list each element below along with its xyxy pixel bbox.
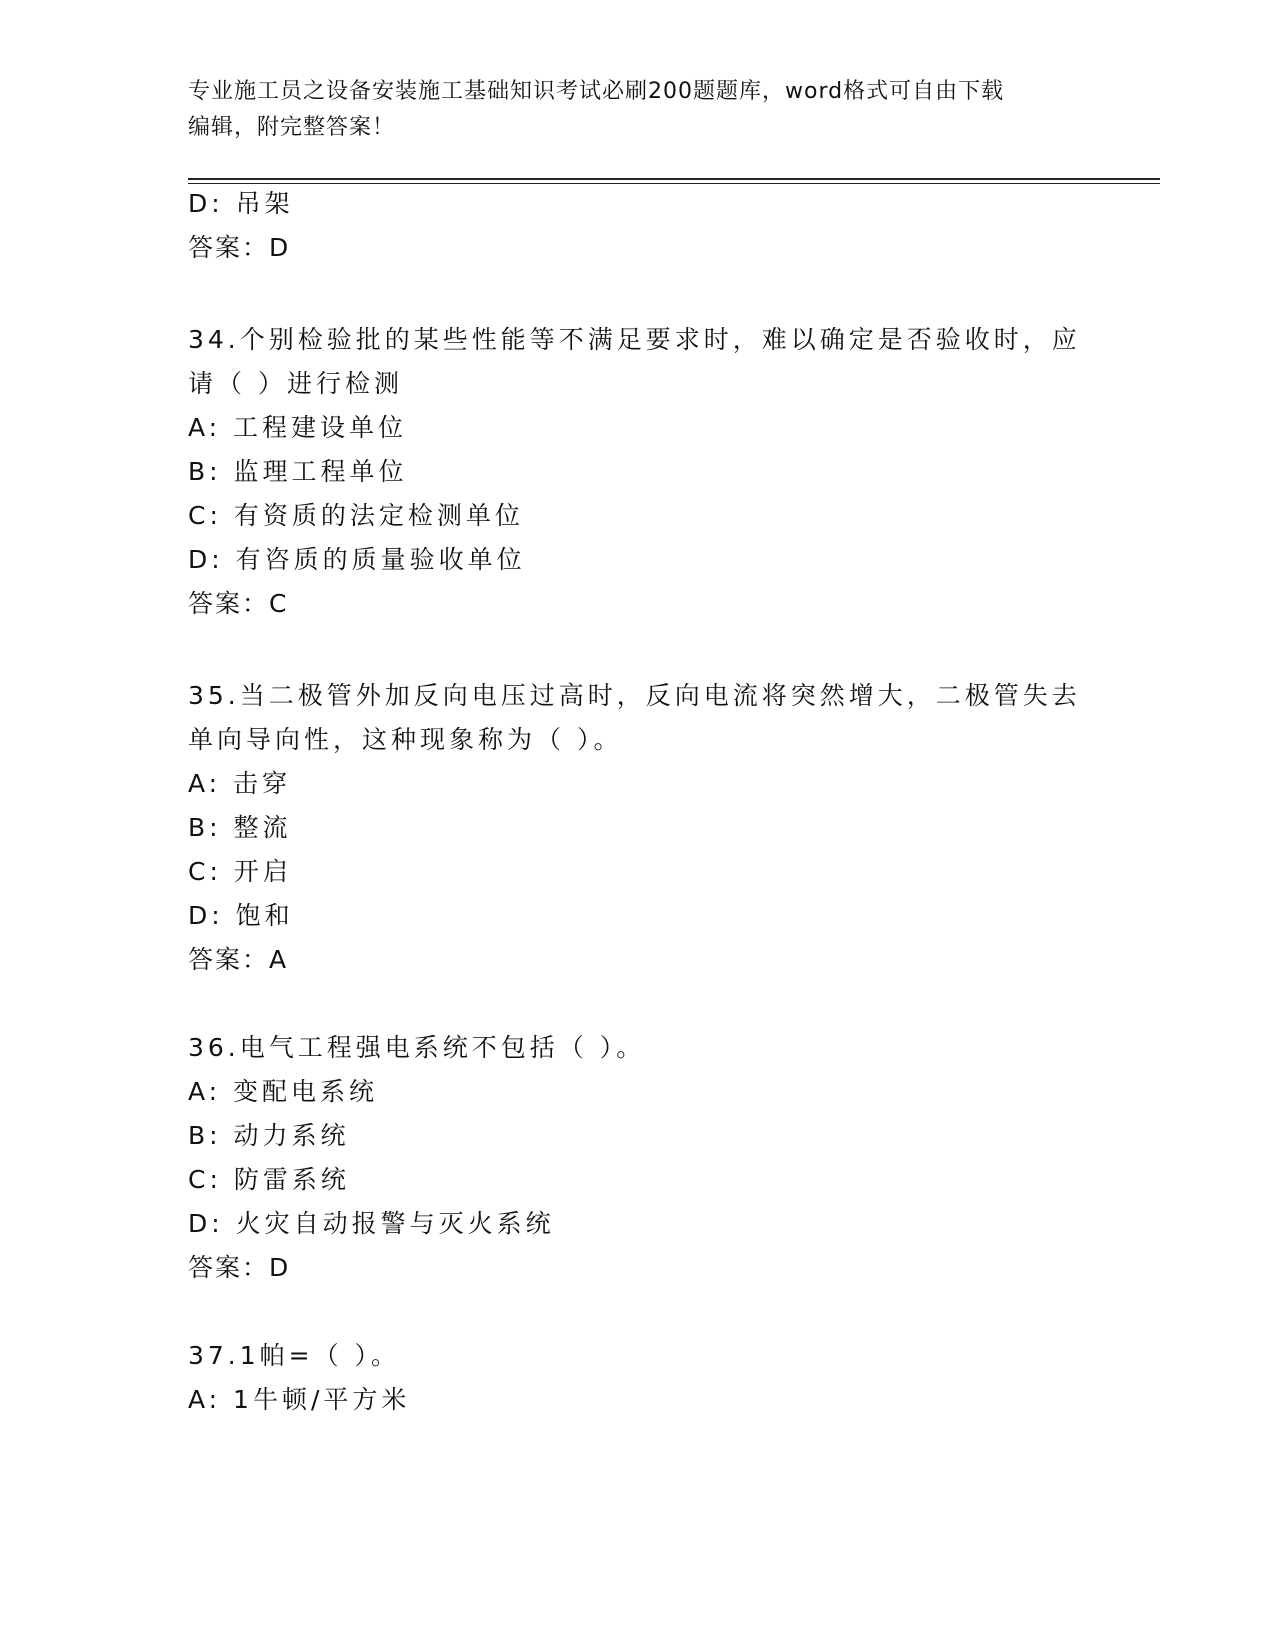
header-divider — [188, 178, 1160, 180]
q34-answer: 答案：C — [188, 589, 289, 618]
q36-option-b: B: 动力系统 — [188, 1121, 350, 1150]
q35-stem-line-1: 35.当二极管外加反向电压过高时，反向电流将突然增大，二极管失去 — [188, 681, 1081, 710]
q34-stem-line-2: 请（ ）进行检测 — [188, 369, 403, 398]
q37-stem-line-1: 37.1帕=（ ）。 — [188, 1341, 401, 1370]
q34-option-b: B: 监理工程单位 — [188, 457, 408, 486]
q34-option-d: D: 有咨质的质量验收单位 — [188, 545, 526, 574]
q37-option-a: A: 1牛顿/平方米 — [188, 1385, 411, 1414]
q35-option-b: B: 整流 — [188, 813, 292, 842]
q35-option-d: D: 饱和 — [188, 901, 294, 930]
q36-answer: 答案：D — [188, 1253, 291, 1282]
q33-option-d: D: 吊架 — [188, 189, 294, 218]
q35-option-a: A: 击穿 — [188, 769, 292, 798]
q35-answer: 答案：A — [188, 945, 289, 974]
q36-stem-line-1: 36.电气工程强电系统不包括（ ）。 — [188, 1033, 646, 1062]
q34-option-a: A: 工程建设单位 — [188, 413, 408, 442]
header-divider-thin — [188, 183, 1160, 184]
q34-option-c: C: 有资质的法定检测单位 — [188, 501, 524, 530]
q34-stem-line-1: 34.个别检验批的某些性能等不满足要求时，难以确定是否验收时，应 — [188, 325, 1081, 354]
header-line-2: 编辑，附完整答案！ — [188, 115, 396, 140]
q36-option-d: D: 火灾自动报警与灭火系统 — [188, 1209, 555, 1238]
q36-option-c: C: 防雷系统 — [188, 1165, 350, 1194]
q33-answer: 答案：D — [188, 233, 291, 262]
q35-stem-line-2: 单向导向性，这种现象称为（ ）。 — [188, 725, 623, 754]
header-line-1: 专业施工员之设备安装施工基础知识考试必刷200题题库，word格式可自由下载 — [188, 79, 1005, 104]
page-header — [188, 74, 1088, 146]
q35-option-c: C: 开启 — [188, 857, 292, 886]
q36-option-a: A: 变配电系统 — [188, 1077, 379, 1106]
